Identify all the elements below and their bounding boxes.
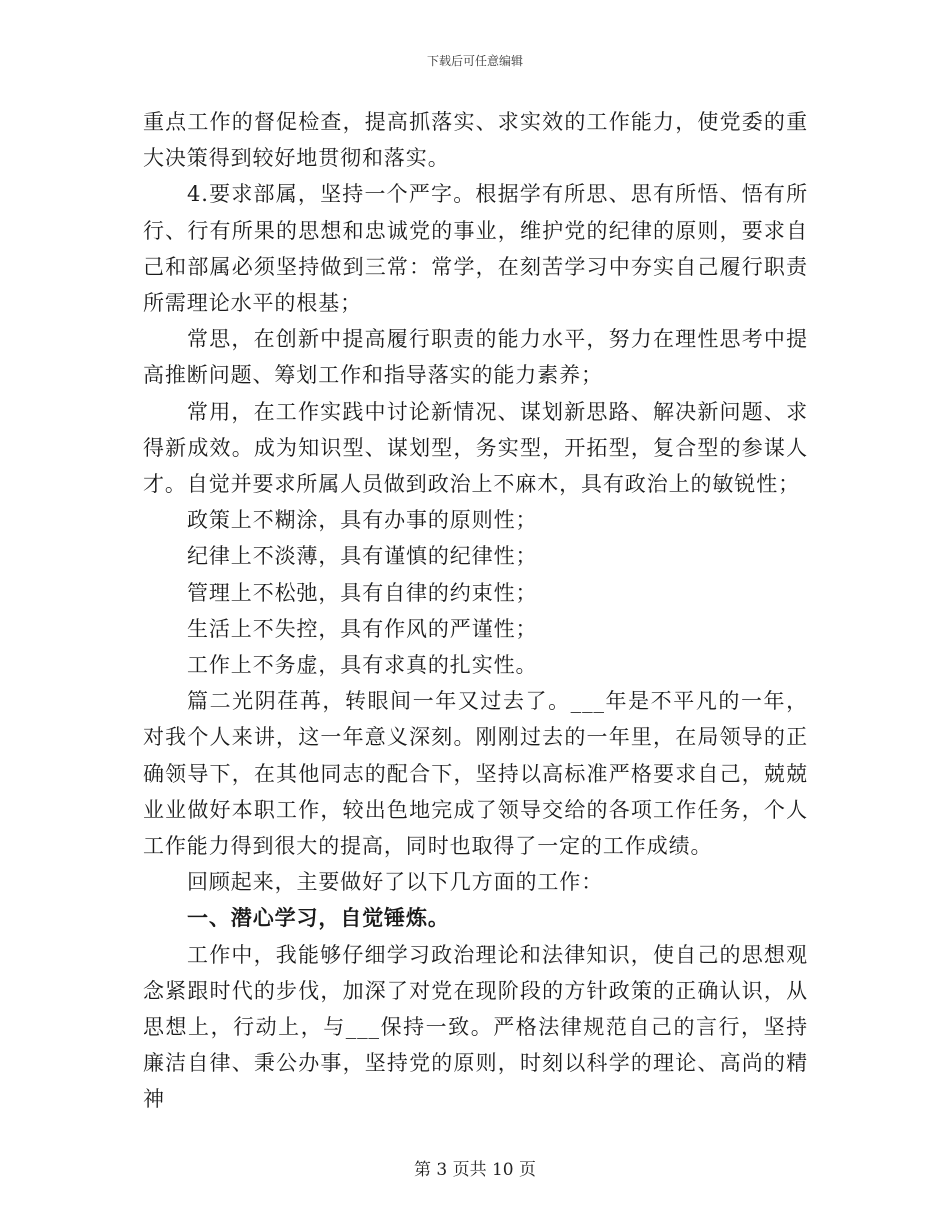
body-paragraph: 工作中，我能够仔细学习政治理论和法律知识，使自己的思想观念紧跟时代的步伐，加深了对党在现阶段的方针政策的正确认识，从思想上，行动上，与___保持一致。严格法律规范自己的言行，坚持廉洁自律、秉公办事，坚持党的原则，时刻以科学的理论、高尚的精神 bbox=[143, 942, 808, 1112]
document-body bbox=[143, 104, 808, 1118]
body-paragraph: 常用，在工作实践中讨论新情况、谋划新思路、解决新问题、求得新成效。成为知识型、谋划型，务实型，开拓型，复合型的参谋人才。自觉并要求所属人员做到政治上不麻木，具有政治上的敏锐性； bbox=[143, 399, 808, 497]
body-paragraph: 4.要求部属，坚持一个严字。根据学有所思、思有所悟、悟有所行、行有所果的思想和忠诚党的事业，维护党的纪律的原则，要求自己和部属必须坚持做到三常：常学，在刻苦学习中夯实自己履行职责所需理论水平的根基； bbox=[143, 182, 808, 316]
body-paragraph: 工作上不务虚，具有求真的扎实性。 bbox=[187, 653, 538, 678]
body-paragraph: 篇二光阴荏苒，转眼间一年又过去了。___年是不平凡的一年，对我个人来讲，这一年意义深刻。刚刚过去的一年里，在局领导的正确领导下，在其他同志的配合下，坚持以高标准严格要求自己，兢兢业业做好本职工作，较出色地完成了领导交给的各项工作任务，个人工作能力得到很大的提高，同时也取得了一定的工作成绩。 bbox=[143, 689, 808, 859]
section-heading: 一、潜心学习，自觉锤炼。 bbox=[187, 905, 450, 931]
body-paragraph: 重点工作的督促检查，提高抓落实、求实效的工作能力，使党委的重大决策得到较好地贯彻和落实。 bbox=[143, 110, 808, 171]
body-paragraph: 常思，在创新中提高履行职责的能力水平，努力在理性思考中提高推断问题、筹划工作和指导落实的能力素养； bbox=[143, 327, 808, 388]
body-paragraph: 回顾起来，主要做好了以下几方面的工作： bbox=[187, 870, 604, 895]
body-paragraph: 政策上不糊涂，具有办事的原则性； bbox=[187, 508, 538, 533]
body-paragraph: 纪律上不淡薄，具有谨慎的纪律性； bbox=[187, 544, 538, 569]
page-number-footer: 第 3 页共 10 页 bbox=[413, 1160, 537, 1180]
body-paragraph: 管理上不松弛，具有自律的约束性； bbox=[187, 580, 538, 605]
body-paragraph: 生活上不失控，具有作风的严谨性； bbox=[187, 616, 538, 641]
page-header: 下载后可任意编辑 bbox=[426, 54, 523, 68]
